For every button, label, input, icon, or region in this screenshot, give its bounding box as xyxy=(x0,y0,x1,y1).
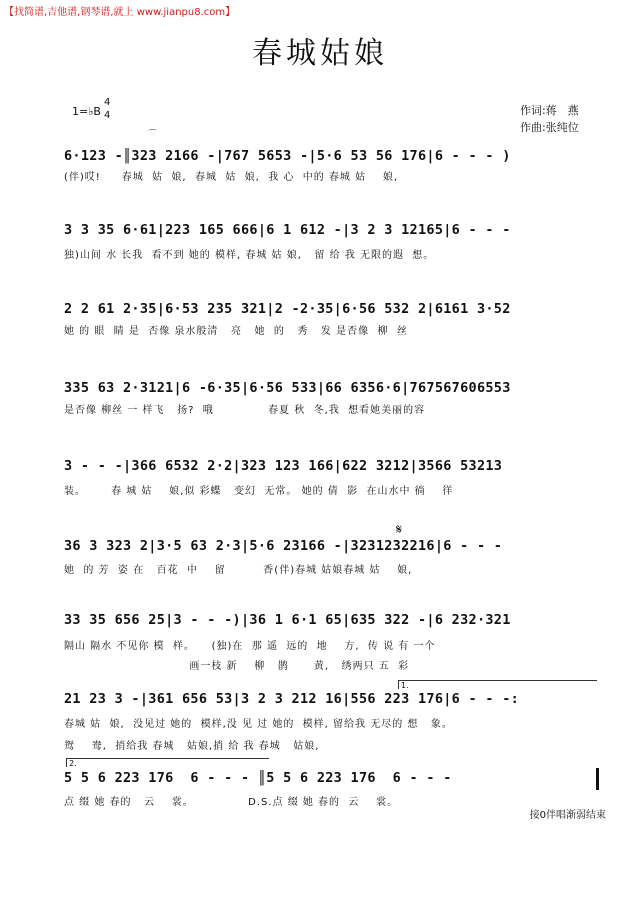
notation-line-3: 2 2 61 2·35|6·53 235 321|2 -2·35|6·56 532 2|6161 3·52 xyxy=(64,301,511,317)
notation-line-2: 3 3 35 6·61|223 165 666|6 1 612 -|3 2 3 12165|6 - - - xyxy=(64,222,511,238)
notation-line-4: 335 63 2·3121|6 -6·35|6·56 533|66 6356·6|767567606553 xyxy=(64,380,511,396)
lyric-line-7a: 隔山 隔水 不见你 模 样。 (独)在 那 遥 远的 地 方, 传 说 有 一个 xyxy=(64,641,436,652)
notation-line-9: 5 5 6 223 176 6 - - - ║5 5 6 223 176 6 - - - xyxy=(64,770,452,786)
segno-icon: 𝄋 xyxy=(396,522,403,538)
lyric-line-3: 她 的 眼 睛 是 否像 泉水般清 亮 她 的 秀 发 是否像 柳 丝 xyxy=(64,326,408,337)
song-title: 春城姑娘 xyxy=(252,36,388,71)
notation-line-1: 6·123 -║323 2166 -|767 5653 -|5·6 53 56 176|6 - - - ) xyxy=(64,148,511,164)
volta-1: 1. xyxy=(398,680,597,689)
notation-line-7: 33 35 656 25|3 - - -)|36 1 6·1 65|635 322 -|6 232·321 xyxy=(64,612,511,628)
lyric-line-1: (伴)哎! 春城 姑 娘, 春城 姑 娘, 我 心 中的 春城 姑 娘, xyxy=(64,172,398,183)
lyric-line-8a: 春城 姑 娘, 没见过 她的 模样,没 见 过 她的 模样, 留给我 无尽的 想 象。 xyxy=(64,719,453,730)
notation-line-8: 21 23 3 -|361 656 53|3 2 3 212 16|556 223 176|6 - - -: xyxy=(64,691,520,707)
ending-note: 接0伴唱渐弱结束 xyxy=(529,810,606,821)
time-signature-bottom: 4 xyxy=(104,110,111,121)
notation-line-5: 3 - - -|366 6532 2·2|323 123 166|622 3212|3566 53213 xyxy=(64,458,503,474)
lyric-line-9: 点 缀 她 春的 云 裳。 D.S.点 缀 她 春的 云 裳。 xyxy=(64,797,399,808)
lyric-line-4: 是否像 柳丝 一 样飞 扬? 哦 春夏 秋 冬,我 想看她美丽的容 xyxy=(64,405,426,416)
notation-line-6: 36 3 323 2|3·5 63 2·3|5·6 23166 -|3231232216|6 - - - xyxy=(64,538,503,554)
time-signature-top: 4 xyxy=(104,97,111,108)
lyricist-credit: 作词:蒋 燕 xyxy=(520,104,579,117)
lyric-line-8b: 鸳 鸯, 捎给我 春城 姑娘,捎 给 我 春城 姑娘, xyxy=(64,741,320,752)
volta-2: 2. xyxy=(66,758,269,767)
lyric-line-6: 她 的 芳 姿 在 百花 中 留 香(伴)春城 姑娘春城 姑 娘, xyxy=(64,565,413,576)
site-link-banner[interactable]: 【找简谱,吉他谱,钢琴谱,就上 www.jianpu8.com】 xyxy=(4,7,236,18)
final-barline xyxy=(596,768,599,790)
time-signature xyxy=(104,96,110,122)
composer-credit: 作曲:张纯位 xyxy=(520,121,579,134)
lyric-line-7b: 画一枝 新 柳 鹊 黄, 绣两只 五 彩 xyxy=(64,661,410,672)
fermata-icon: ⌒ xyxy=(148,130,158,140)
lyric-line-2: 独)山间 水 长我 看不到 她的 模样, 春城 姑 娘, 留 给 我 无限的遐 想。 xyxy=(64,250,435,261)
lyric-line-5: 装。 春 城 姑 娘,似 彩蝶 变幻 无常。 她的 倩 影 在山水中 徜 徉 xyxy=(64,486,454,497)
key-signature: 1=♭B xyxy=(72,105,101,118)
